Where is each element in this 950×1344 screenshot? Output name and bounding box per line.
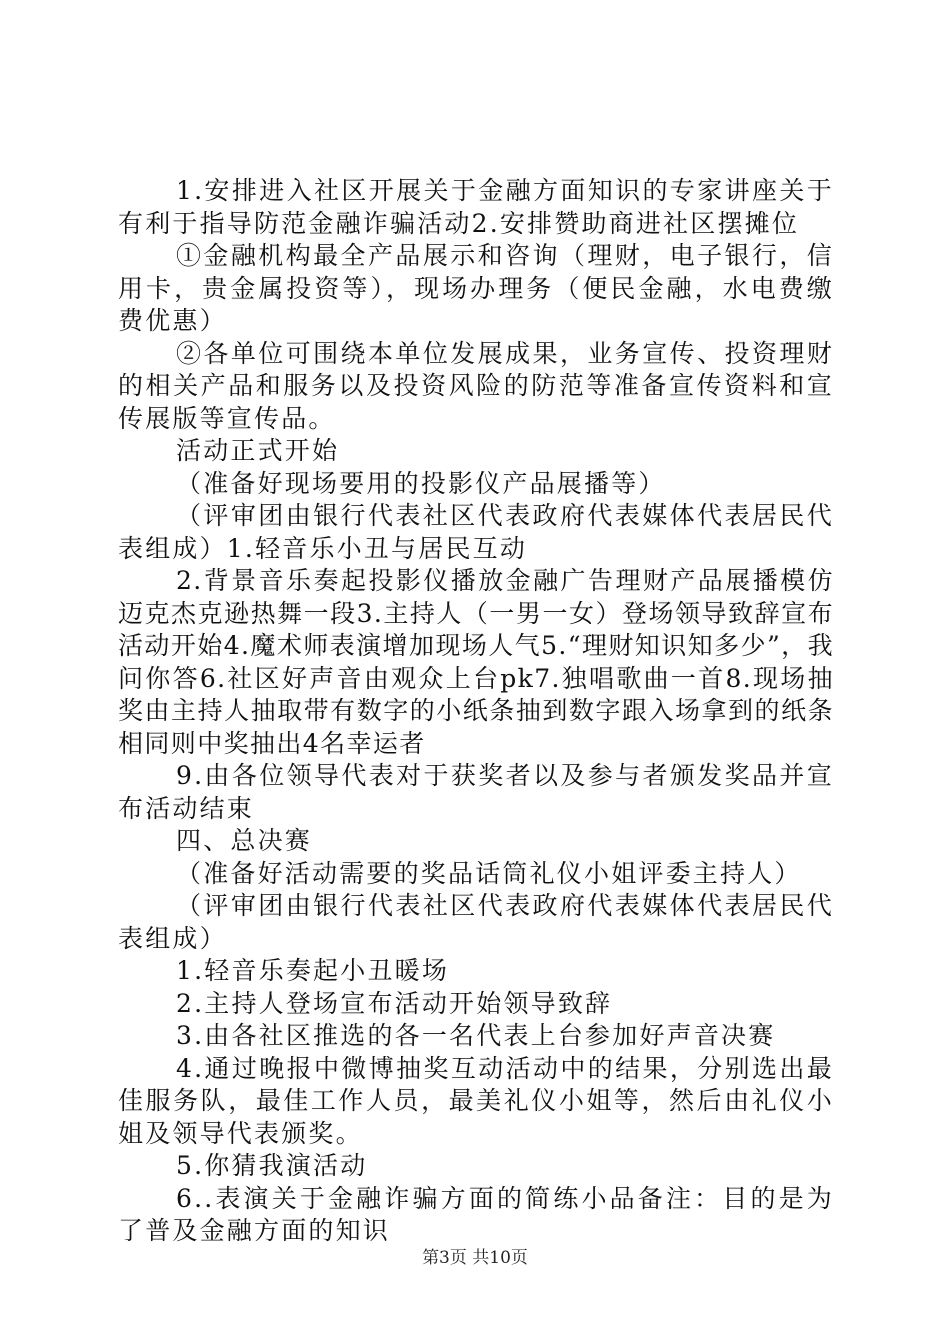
paragraph: 1.安排进入社区开展关于金融方面知识的专家讲座关于有利于指导防范金融诈骗活动2.安排赞助商进社区摆摊位 bbox=[118, 176, 834, 238]
page-footer bbox=[0, 1243, 950, 1268]
list-item: 3.由各社区推选的各一名代表上台参加好声音决赛 bbox=[176, 1021, 776, 1050]
list-item: 2.主持人登场宣布活动开始领导致辞 bbox=[176, 988, 613, 1018]
document-body bbox=[118, 175, 834, 1248]
paragraph: （准备好现场要用的投影仪产品展播等） bbox=[176, 468, 666, 498]
list-item: 4.通过晚报中微博抽奖互动活动中的结果，分别选出最佳服务队，最佳工作人员，最美礼仪小姐等，然后由礼仪小姐及领导代表颁奖。 bbox=[118, 1053, 834, 1148]
paragraph: （准备好活动需要的奖品话筒礼仪小姐评委主持人） bbox=[176, 858, 802, 888]
paragraph: （评审团由银行代表社区代表政府代表媒体代表居民代表组成） bbox=[118, 891, 834, 953]
paragraph: 9.由各位领导代表对于获奖者以及参与者颁发奖品并宣布活动结束 bbox=[118, 761, 834, 823]
section-heading: 四、总决赛 bbox=[176, 826, 313, 855]
paragraph: ①金融机构最全产品展示和咨询（理财，电子银行，信用卡，贵金属投资等），现场办理务（便民金融，水电费缴费优惠） bbox=[118, 241, 834, 335]
list-item: 6..表演关于金融诈骗方面的简练小品备注：目的是为了普及金融方面的知识 bbox=[118, 1183, 834, 1245]
paragraph: （评审团由银行代表社区代表政府代表媒体代表居民代表组成）1.轻音乐小丑与居民互动 bbox=[118, 501, 834, 563]
list-item: 5.你猜我演活动 bbox=[176, 1151, 368, 1180]
paragraph: 2.背景音乐奏起投影仪播放金融广告理财产品展播模仿迈克杰克逊热舞一段3.主持人（一男一女）登场领导致辞宣布活动开始4.魔术师表演增加现场人气5.“理财知识知多少”，我问你答6.社区好声音由观众上台pk7.独唱歌曲一首8.现场抽奖由主持人抽取带有数字的小纸条抽到数字跟入场拿到的纸条相同则中奖抽出4名幸运者 bbox=[118, 566, 834, 758]
section-heading: 活动正式开始 bbox=[176, 436, 340, 465]
page-number: 第3页 共10页 bbox=[422, 1248, 528, 1268]
list-item: 1.轻音乐奏起小丑暖场 bbox=[176, 956, 450, 985]
paragraph: ②各单位可围绕本单位发展成果，业务宣传、投资理财的相关产品和服务以及投资风险的防范等准备宣传资料和宣传展版等宣传品。 bbox=[118, 338, 834, 433]
